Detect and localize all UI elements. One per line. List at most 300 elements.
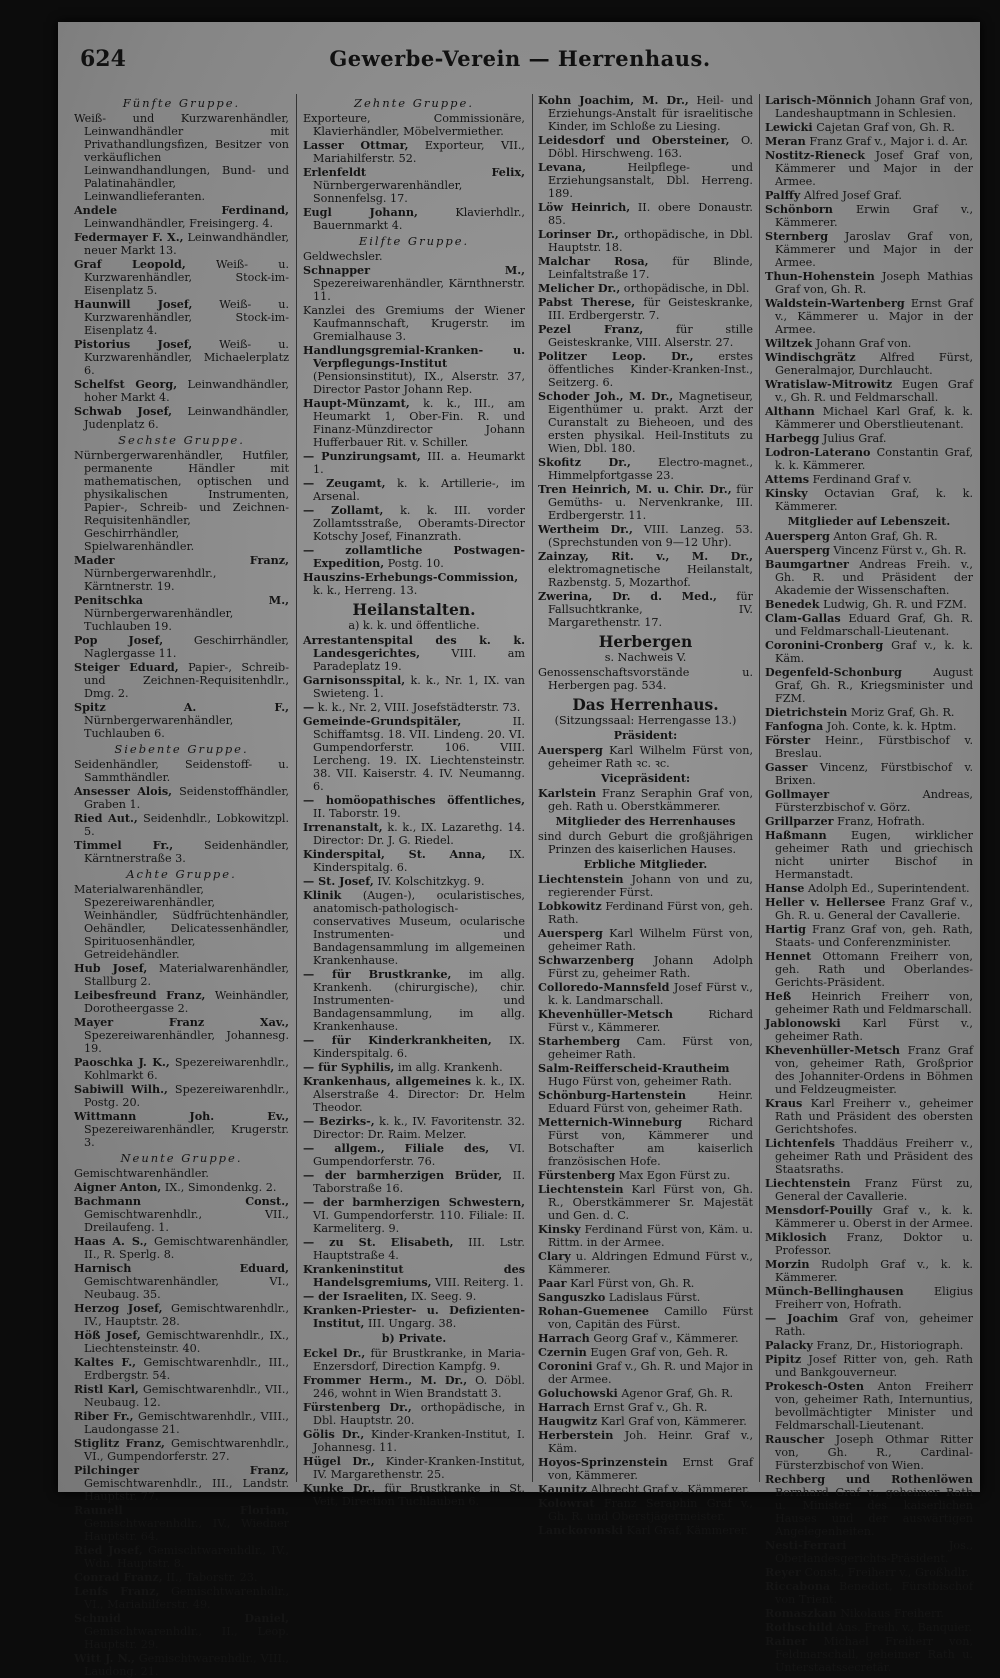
entry-name: Liechtenstein [765,1176,851,1190]
entry-text: Graf v., k. k. Kämmerer u. Oberst in der Armee. [775,1204,974,1230]
directory-entry [74,1110,289,1149]
directory-entry [74,962,289,988]
entry-name: Levana, [538,160,587,174]
directory-entry [538,296,753,322]
entry-name: Kinderspital, St. Anna, [303,847,486,861]
directory-entry [765,1353,973,1379]
entry-text: Gemischtwarenhändler, VI., Neubaug. 35. [84,1275,289,1301]
entry-text: Seidenstoffhändler, Graben 1. [84,785,289,811]
meeting-place: (Sitzungssaal: Herrengasse 13.) [554,714,737,727]
column-3 [538,93,754,1537]
entry-name: Melicher Dr., [538,281,621,295]
entry-name: Lewicki [765,120,813,134]
entry-name: Pop Josef, [74,633,164,647]
entry-name: Prokesch-Osten [765,1379,864,1393]
entry-text: Octavian Graf, k. k. Kämmerer. [775,487,974,513]
directory-entry [303,848,525,874]
entry-text: k. k., IV. Favoritenstr. 32. Director: Dr. Raim. Melzer. [313,1115,525,1141]
entry-name: Althann [765,404,815,418]
entry-name: Rothschild [765,1620,833,1634]
running-title: Gewerbe-Verein — Herrenhaus. [329,46,711,71]
entry-name: Haas A. S., [74,1234,148,1248]
section-heading: Siebente Gruppe. [114,742,249,756]
entry-text: für stille Geisteskranke, VIII. Alserstr. 27. [548,323,753,349]
entry-text: Spezereiwarenhändler, Krugerstr. 3. [84,1123,289,1149]
directory-entry [538,1497,753,1523]
entry-name: Kranken-Priester- u. Defizienten-Institut, [303,1303,525,1330]
directory-entry [303,166,525,205]
entry-name: Harrach [538,1331,590,1345]
entry-name: Baumgartner [765,557,849,571]
entry-text: Ferdinand Graf v. [812,473,912,486]
entry-text: Const., Freiherr v., Großhdlr. [804,1566,970,1579]
entry-name: Münch-Bellinghausen [765,1284,904,1298]
directory-entry [303,1142,525,1168]
directory-entry [74,758,289,784]
directory-entry [538,350,753,389]
entry-text: Eugen Graf von, Geh. R. [590,1346,729,1359]
entry-text: für Fallsuchtkranke, IV. Margarethenstr. 17. [548,590,753,629]
entry-name: Handlungsgremial-Kranken- u. Verpflegungs-Institut [303,343,525,370]
directory-entry [538,1401,753,1414]
role-heading: Vicepräsident: [600,772,691,785]
entry-text: im allg. Krankenh. (chirurgische), chir. Instrumenten- und Bandagensammlung, im allg. Krankenhause. [313,968,525,1033]
directory-entry [538,1116,753,1168]
directory-entry [303,1169,525,1195]
entry-text: Rudolph Graf v., k. k. Kämmerer. [775,1258,973,1284]
directory-entry [765,815,973,828]
entry-text: IX., Simondenkg. 2. [164,1181,277,1194]
entry-name: Jablonowski [765,1016,841,1030]
entry-text: Richard Fürst v., Kämmerer. [548,1008,753,1034]
entry-name: Benedek [765,597,820,611]
entry-name: — der barmherzigen Brüder, [303,1168,503,1182]
directory-entry [538,228,753,254]
directory-entry [74,1585,289,1611]
column-4 [765,93,974,1674]
directory-entry [765,473,973,486]
directory-entry [74,701,289,740]
directory-entry [538,1062,753,1088]
entry-text: Andreas, Fürsterzbischof v. Görz. [775,788,973,814]
entry-text: Alfred Josef Graf. [803,189,902,202]
entry-name: Liechtenstein [538,872,624,886]
entry-name: Hartig [765,922,806,936]
directory-entry [303,1061,525,1074]
entry-name: Pabst Therese, [538,295,636,309]
entry-text: Andreas Freih. v., Gh. R. und Präsident der Akademie der Wissenschaften. [775,558,973,597]
entry-name: — zu St. Elisabeth, [303,1235,454,1249]
entry-text: IX. Kinderspitalg. 6. [313,848,525,874]
directory-entry [303,1236,525,1262]
directory-entry [765,1044,973,1096]
directory-entry [765,761,973,787]
entry-text: Gemischtwarenhdlr., VI., Mariahilferstr. 49. [84,1585,289,1611]
entry-text: Gemischtwarenhdlr., III., Landstr. Hauptstr. 77. [84,1477,289,1503]
entry-name: Tren Heinrich, M. u. Chir. Dr., [538,482,732,496]
entry-text: Franz, Hofrath. [837,815,925,828]
entry-name: Sabiwill Wilh., [74,1082,168,1096]
entry-name: Kohn Joachim, M. Dr., [538,93,689,107]
directory-entry [303,112,525,138]
entry-name: Reyer [765,1565,801,1579]
directory-entry [303,1075,525,1114]
directory-entry [74,1235,289,1261]
entry-text: Gemischtwarenhdlr., VII., Neubaug. 12. [84,1383,290,1409]
entry-name: Malchar Rosa, [538,254,649,268]
entry-name: Hügel Dr., [303,1454,375,1468]
entry-name: Klinik [303,888,342,902]
entry-text: O. Döbl. 246, wohnt in Wien Brandstatt 3. [313,1374,525,1400]
entry-text: Kanzlei des Gremiums der Wiener Kaufmannschaft, Krugerstr. im Gremialhause 3. [303,304,525,343]
entry-text: Gemischtwarenhdlr., VIII., Laudongasse 21. [84,1410,289,1436]
entry-text: Karl Wilhelm Fürst von, geheimer Rath ꝛc. ꝛc. [548,744,753,770]
entry-name: Frommer Herm., M. Dr., [303,1373,468,1387]
entry-name: Spitz A. F., [74,700,289,714]
entry-text: Spezereiwarenhändler, Johannesg. 19. [84,1029,289,1055]
entry-text: Franz Graf von, geheimer Rath, Großprior des Johanniter-Ordens in Böhmen und Feldzeugmeister. [775,1044,974,1096]
entry-name: Garnisonsspital, [303,673,406,687]
directory-entry [538,523,753,549]
entry-text: Johann Graf von. [815,337,912,350]
entry-name: Schmid Daniel, [74,1611,289,1625]
directory-entry [74,989,289,1015]
entry-text: Vincenz, Fürstbischof v. Brixen. [775,761,973,787]
directory-entry [74,298,289,337]
entry-text: orthopädische, in Dbl. Hauptstr. 18. [548,228,753,254]
entry-text: k. k., Herreng. 13. [313,584,418,597]
directory-entry [74,338,289,377]
entry-name: Zwerina, Dr. d. Med., [538,589,717,603]
directory-entry [765,1017,973,1043]
entry-name: Zainzay, Rit. v., M. Dr., [538,549,753,563]
directory-entry [303,821,525,847]
entry-text: VI. Gumpendorferstr. 76. [313,1142,525,1168]
entry-name: Hub Josef, [74,961,148,975]
entry-name: Timmel Fr., [74,838,174,852]
entry-name: Haunwill Josef, [74,297,193,311]
entry-text: Karl Fürst von, Gh. R., Oberstkämmerer Sr. Majestät und Gen. d. C. [548,1183,753,1222]
entry-text: II. obere Donaustr. 85. [548,201,753,227]
directory-entry [765,1473,973,1538]
directory-entry [303,139,525,165]
entry-name: Andele Ferdinand, [74,203,289,217]
directory-entry [303,264,525,303]
directory-entry [74,1410,289,1436]
directory-entry [765,230,973,269]
entry-text: Leinwandhändler, hoher Markt 4. [84,378,289,404]
directory-entry [765,1580,973,1606]
entry-text: Leinwandhändler, Freisingerg. 4. [84,217,274,230]
entry-text: (Augen-), ocularistisches, anatomisch-pathologisch-conservatives Museum, ocularische Instrumenten- und Bandagensammlung im allgemeinen Krankenhause. [313,889,525,967]
entry-text: k. k., IX. Lazarethg. 14. Director: Dr. J. G. Riedel. [313,821,526,847]
directory-entry [538,1332,753,1345]
entry-text: Thaddäus Freiherr v., geheimer Rath und Präsident des Staatsraths. [775,1137,973,1176]
directory-entry [765,94,973,120]
entry-name: Wratislaw-Mitrowitz [765,377,893,391]
entry-text: Franz Graf v., Gh. R. u. General der Cavallerie. [775,896,973,922]
entry-name: Pilchinger Franz, [74,1463,289,1477]
directory-entry [74,378,289,404]
entry-name: Mayer Franz Xav., [74,1015,289,1029]
directory-entry [303,889,525,967]
directory-entry [303,715,525,793]
entry-text: Franz, Doktor u. Professor. [775,1231,973,1257]
role-heading: Erbliche Mitglieder. [583,858,708,871]
entry-name: Kunke Dr., [303,1481,376,1495]
directory-entry [765,1433,973,1472]
directory-entry [74,1571,289,1584]
entry-text: Graf von, geheimer Rath. [775,1312,973,1338]
directory-entry [74,1652,289,1678]
entry-name: Metternich-Winneburg [538,1115,682,1129]
directory-entry [765,351,973,377]
entry-name: Ried Josef, [74,1543,143,1557]
role-heading: Präsident: [613,729,678,742]
entry-name: Gölis Dr., [303,1427,365,1441]
entry-name: Heller v. Hellersee [765,895,886,909]
entry-name: Skofitz Dr., [538,455,631,469]
directory-entry [74,1195,289,1234]
entry-name: Politzer Leop. Dr., [538,349,694,363]
directory-entry [303,634,525,673]
entry-text: u. Aldringen Edmund Fürst v., Kämmerer. [548,1250,753,1276]
entry-text: Leinwandhändler, Judenplatz 6. [84,405,289,431]
directory-entry [303,1401,525,1427]
directory-entry [538,390,753,455]
directory-entry [74,839,289,865]
directory-entry [765,1137,973,1176]
entry-name: Schwab Josef, [74,404,173,418]
entry-name: Riber Fr., [74,1409,134,1423]
entry-text: VIII. Reiterg. 1. [435,1276,524,1289]
section-subheading: a) k. k. und öffentliche. [348,619,480,632]
directory-entry [765,203,973,229]
entry-name: Hanse [765,881,805,895]
entry-text: Hugo Fürst von, geheimer Rath. [548,1075,732,1088]
entry-text: orthopädische, in Dbl. [623,282,750,295]
directory-entry [538,201,753,227]
entry-name: Khevenhüller-Metsch [765,1043,901,1057]
entry-name: Hennet [765,949,812,963]
entry-name: Haupt-Münzamt, [303,396,410,410]
entry-name: Nesti-Ferrari [765,1538,847,1552]
entry-text: Materialwarenhändler, Spezereiwarenhändler, Weinhändler, Südfrüchtenhändler, Oehändler, Delicatessenhändler, Spirituosenhändler, Getreidehändler. [74,883,289,961]
entry-text: Alfred Fürst, Generalmajor, Durchlaucht. [775,351,973,377]
entry-name: Karlstein [538,786,597,800]
directory-entry [303,206,525,232]
entry-name: Czernin [538,1345,587,1359]
directory-entry [538,981,753,1007]
entry-name: Förster [765,733,811,747]
entry-text: (Pensionsinstitut), IX., Alserstr. 37, Director Pastor Johann Rep. [313,370,525,396]
directory-entry [765,121,973,134]
entry-name: Eckel Dr., [303,1346,366,1360]
directory-entry [74,1329,289,1355]
entry-name: Hauszins-Erhebungs-Commission, [303,570,519,584]
entry-text: Electro-magnet., Himmelpfortgasse 23. [548,456,754,482]
entry-text: Ludwig, Gh. R. und FZM. [823,598,967,611]
entry-name: Palffy [765,188,801,202]
directory-entry [765,1258,973,1284]
entry-text: Ladislaus Fürst. [608,1291,701,1304]
entry-name: Witt J. N., [74,1651,135,1665]
entry-name: Kinsky [538,1222,581,1236]
directory-entry [74,1083,289,1109]
entry-text: k. k. III. vorder Zollamtsstraße, Oberamts-Director Kotschy Josef, Finanzrath. [313,504,525,543]
directory-entry [74,594,289,633]
entry-text: Jaroslav Graf von, Kämmerer und Major in der Armee. [775,230,973,269]
directory-entry [765,1204,973,1230]
directory-entry [74,785,289,811]
directory-entry [74,1167,289,1180]
entry-name: Pipitz [765,1352,802,1366]
entry-name: Palacky [765,1338,813,1352]
entry-name: Paar [538,1276,567,1290]
entry-name: Haugwitz [538,1414,598,1428]
entry-name: Lasser Ottmar, [303,138,409,152]
section-heading: Zehnte Gruppe. [354,96,474,110]
entry-text: Ferdinand Fürst von, geh. Rath. [548,900,754,926]
entry-name: Mensdorf-Pouilly [765,1203,873,1217]
directory-entry [74,112,289,203]
directory-entry [303,544,525,570]
entry-text: Eugen, wirklicher geheimer Rath und griechisch nicht unirter Bischof in Hermanstadt. [775,829,973,881]
entry-text: Nürnbergerwarenhändler, Sonnenfelsg. 17. [313,179,463,205]
directory-entry [74,1356,289,1382]
section-title: Herbergen [598,632,693,651]
directory-entry [74,1464,289,1503]
entry-name: Wiltzek [765,336,813,350]
entry-text: Kinder-Kranken-Institut, I. Johannesg. 11. [313,1428,525,1454]
entry-text: Camillo Fürst von, Capitän des Fürst. [548,1305,754,1331]
entry-text: Johann Graf von, Landeshauptmann in Schlesien. [775,94,973,120]
entry-text: elektromagnetische Heilanstalt, Razbenstg. 5, Mozarthof. [548,563,753,589]
entry-name: — für Kinderkrankheiten, [303,1033,492,1047]
entry-name: Ried Aut., [74,811,138,825]
entry-text: Postg. 10. [387,557,444,570]
column-rule [532,94,533,1482]
directory-entry [303,1196,525,1235]
entry-text: IV. Kolschitzkyg. 9. [377,875,485,888]
entry-name: Salm-Reifferscheid-Krautheim [538,1061,730,1075]
directory-entry [538,134,753,160]
document-page [58,22,980,1678]
entry-name: Herberstein [538,1428,614,1442]
directory-entry [538,323,753,349]
directory-entry [74,1302,289,1328]
directory-entry [765,950,973,989]
entry-name: Paoschka J. K., [74,1055,170,1069]
section-title: Das Herrenhaus. [572,695,719,714]
entry-text: Franz Graf von, geh. Rath, Staats- und Conferenzminister. [775,923,973,949]
directory-entry [538,456,753,482]
entry-name: Miklosich [765,1230,827,1244]
directory-entry [303,1290,525,1303]
directory-entry [303,674,525,700]
entry-name: Auersperg [538,926,603,940]
directory-entry [74,812,289,838]
entry-text: II. Taborstr. 19. [313,807,401,820]
directory-entry [765,189,973,202]
entry-name: Riccabona [765,1579,831,1593]
entry-name: — Zollamt, [303,503,384,517]
entry-text: Cam. Fürst von, geheimer Rath. [548,1035,753,1061]
directory-entry [765,1566,973,1579]
entry-name: Goluchowski [538,1386,618,1400]
entry-text: Heilpflege- und Erziehungsanstalt, Dbl. Herreng. 189. [548,161,754,200]
entry-text: IX. Seeg. 9. [410,1290,477,1303]
entry-text: Franz Seraphin Graf v., Gh. R. und Oberstjägermeister. [548,1497,753,1523]
directory-entry [538,1415,753,1428]
directory-entry [765,487,973,513]
entry-name: Leibesfreund Franz, [74,988,206,1002]
entry-name: Wertheim Dr., [538,522,633,536]
entry-name: Coronini-Cronberg [765,638,884,652]
entry-text: Johann von und zu, regierender Fürst. [548,873,753,899]
entry-name: Arrestantenspital des k. k. Landesgerichtes, [303,633,525,660]
entry-name: Sternberg [765,229,829,243]
directory-entry [765,1635,973,1674]
directory-entry [538,900,753,926]
role-heading: Mitglieder auf Lebenszeit. [787,515,951,528]
entry-name: Liechtenstein [538,1182,624,1196]
section-heading: Fünfte Gruppe. [122,96,241,110]
directory-entry [74,634,289,660]
entry-text: Gemischtwarenhdlr., VI., Gumpendorferstr. 27. [84,1437,289,1463]
entry-name: Ansesser Alois, [74,784,173,798]
directory-entry [765,990,973,1016]
entry-text: Papier-, Schreib- und Zeichnen-Requisitenhdlr., Dmg. 2. [84,661,289,700]
directory-entry [303,397,525,449]
directory-entry [303,1482,525,1508]
entry-text: Heinrich Freiherr von, geheimer Rath und Feldmarschall. [775,990,973,1016]
entry-text: Max Egon Fürst zu. [618,1169,731,1182]
entry-name: Schelfst Georg, [74,377,178,391]
directory-entry [303,450,525,476]
directory-entry [538,161,753,200]
entry-text: Gemischtwarenhdlr., III., Erdbergstr. 54. [84,1356,289,1382]
directory-entry [765,149,973,188]
entry-text: II. Taborstraße 16. [313,1169,526,1195]
entry-name: Aigner Anton, [74,1180,162,1194]
directory-entry [303,1304,525,1330]
section-heading: Sechste Gruppe. [118,433,245,447]
entry-text: Gemischtwarenhändler. [74,1167,209,1180]
entry-text: im allg. Krankenh. [397,1061,503,1074]
entry-text: Richard Fürst von, Kämmerer und Botschafter am kaiserlich französischen Hofe. [548,1116,753,1168]
directory-entry [303,344,525,396]
entry-name: Larisch-Mönnich [765,93,872,107]
entry-text: Heinr., Fürstbischof v. Breslau. [775,734,973,760]
directory-entry [303,1263,525,1289]
directory-entry [74,1612,289,1651]
entry-text: Geldwechsler. [303,250,383,263]
directory-entry [538,1346,753,1359]
entry-name: Dietrichstein [765,705,848,719]
entry-text: III. Ungarg. 38. [368,1317,457,1330]
directory-entry [74,1383,289,1409]
entry-name: — der barmherzigen Schwestern, [303,1195,525,1209]
entry-text: Spezereiwarenhdlr., Kohlmarkt 6. [84,1056,289,1082]
directory-entry [765,1607,973,1620]
directory-entry [765,378,973,404]
entry-name: Meran [765,134,806,148]
entry-name: Harrach [538,1400,590,1414]
directory-entry [538,1008,753,1034]
entry-text: Gemischtwarenhdlr., IX., Liechtensteinstr. 40. [84,1329,289,1355]
directory-entry [765,706,973,719]
